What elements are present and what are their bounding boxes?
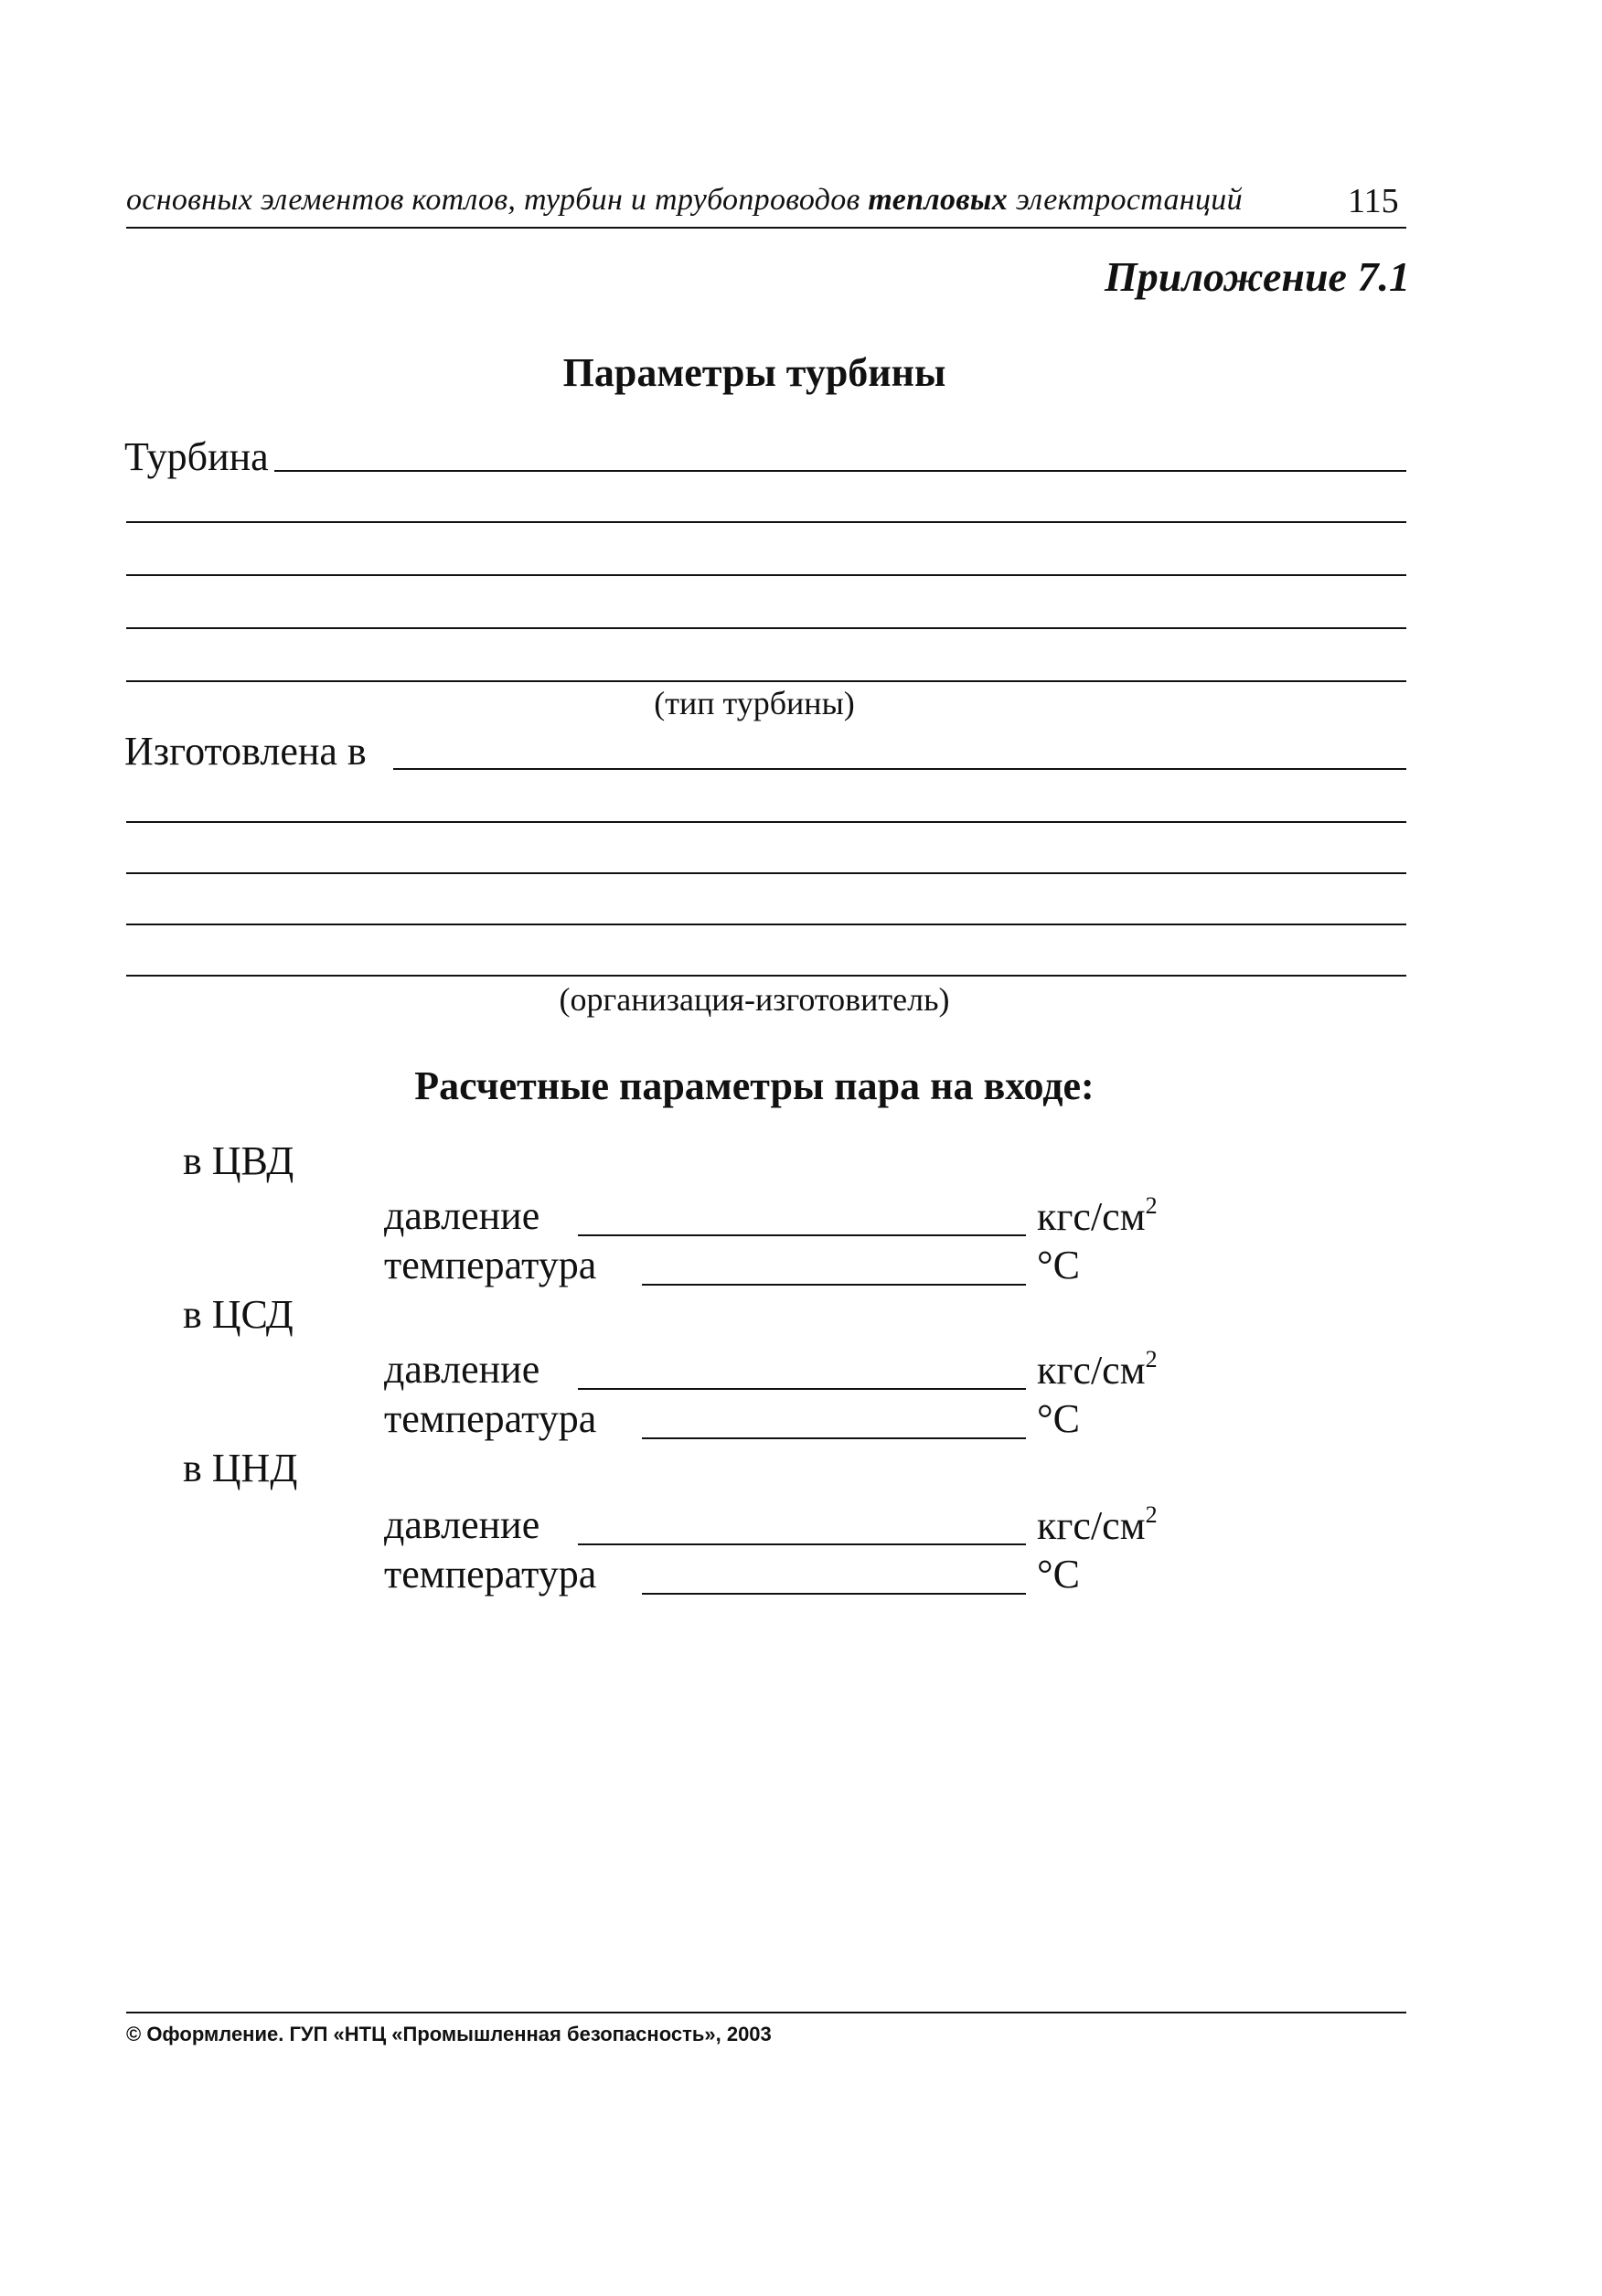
manufacturer-line-2[interactable] [126, 821, 1406, 823]
pressure-unit-hp [1037, 1192, 1158, 1240]
pressure-line-lp[interactable] [578, 1543, 1026, 1545]
group-name-lp: в ЦНД [183, 1446, 298, 1490]
turbine-line-5[interactable] [126, 680, 1406, 682]
group-name-hp: в ЦВД [183, 1138, 294, 1183]
footer-rule [126, 2012, 1406, 2013]
manufacturer-line-4[interactable] [126, 924, 1406, 925]
page-number: 115 [1348, 182, 1399, 220]
temperature-line-hp[interactable] [642, 1284, 1026, 1286]
temperature-label-hp: температура [384, 1243, 597, 1287]
temperature-label-ip: температура [384, 1396, 597, 1441]
steam-section-title: Расчетные параметры пара на входе: [414, 1063, 1095, 1108]
pressure-unit-ip-text: кгс/см [1037, 1348, 1146, 1393]
manufacturer-line-1[interactable] [393, 768, 1406, 770]
turbine-label: Турбина [124, 434, 269, 479]
temperature-line-ip[interactable] [642, 1437, 1026, 1439]
pressure-unit-lp [1037, 1501, 1158, 1549]
group-name-ip: в ЦСД [183, 1292, 294, 1337]
pressure-unit-hp-sup: 2 [1145, 1192, 1158, 1219]
manufacturer-line-5[interactable] [126, 975, 1406, 977]
header-rule [126, 227, 1406, 229]
page-title: Параметры турбины [562, 350, 946, 395]
pressure-unit-lp-sup: 2 [1145, 1501, 1158, 1528]
pressure-unit-ip [1037, 1346, 1158, 1394]
turbine-line-1[interactable] [274, 470, 1406, 472]
footer-copyright: © Оформление. ГУП «НТЦ «Промышленная безопасность», 2003 [126, 2023, 772, 2045]
turbine-line-3[interactable] [126, 574, 1406, 576]
running-header-bold: тепловых [868, 183, 1009, 217]
turbine-line-4[interactable] [126, 627, 1406, 629]
pressure-unit-hp-text: кгс/см [1037, 1194, 1146, 1239]
pressure-line-ip[interactable] [578, 1388, 1026, 1390]
temperature-unit-hp: °C [1037, 1243, 1080, 1287]
pressure-unit-ip-sup: 2 [1145, 1346, 1158, 1372]
temperature-label-lp: температура [384, 1552, 597, 1597]
pressure-line-hp[interactable] [578, 1234, 1026, 1236]
appendix-label: Приложение 7.1 [1105, 253, 1410, 300]
manufacturer-label: Изготовлена в [124, 729, 367, 774]
running-header [126, 183, 1243, 218]
manufacturer-line-3[interactable] [126, 872, 1406, 874]
pressure-label-lp: давление [384, 1502, 540, 1547]
pressure-label-ip: давление [384, 1347, 540, 1392]
temperature-line-lp[interactable] [642, 1593, 1026, 1595]
running-header-text: основных элементов котлов, турбин и трубопроводов [126, 183, 869, 217]
running-header-end: электростанций [1008, 183, 1243, 217]
pressure-unit-lp-text: кгс/см [1037, 1503, 1146, 1548]
turbine-line-2[interactable] [126, 521, 1406, 523]
temperature-unit-ip: °C [1037, 1396, 1080, 1441]
pressure-label-hp: давление [384, 1193, 540, 1238]
turbine-caption: (тип турбины) [654, 685, 855, 721]
temperature-unit-lp: °C [1037, 1552, 1080, 1597]
manufacturer-caption: (организация-изготовитель) [559, 981, 950, 1018]
